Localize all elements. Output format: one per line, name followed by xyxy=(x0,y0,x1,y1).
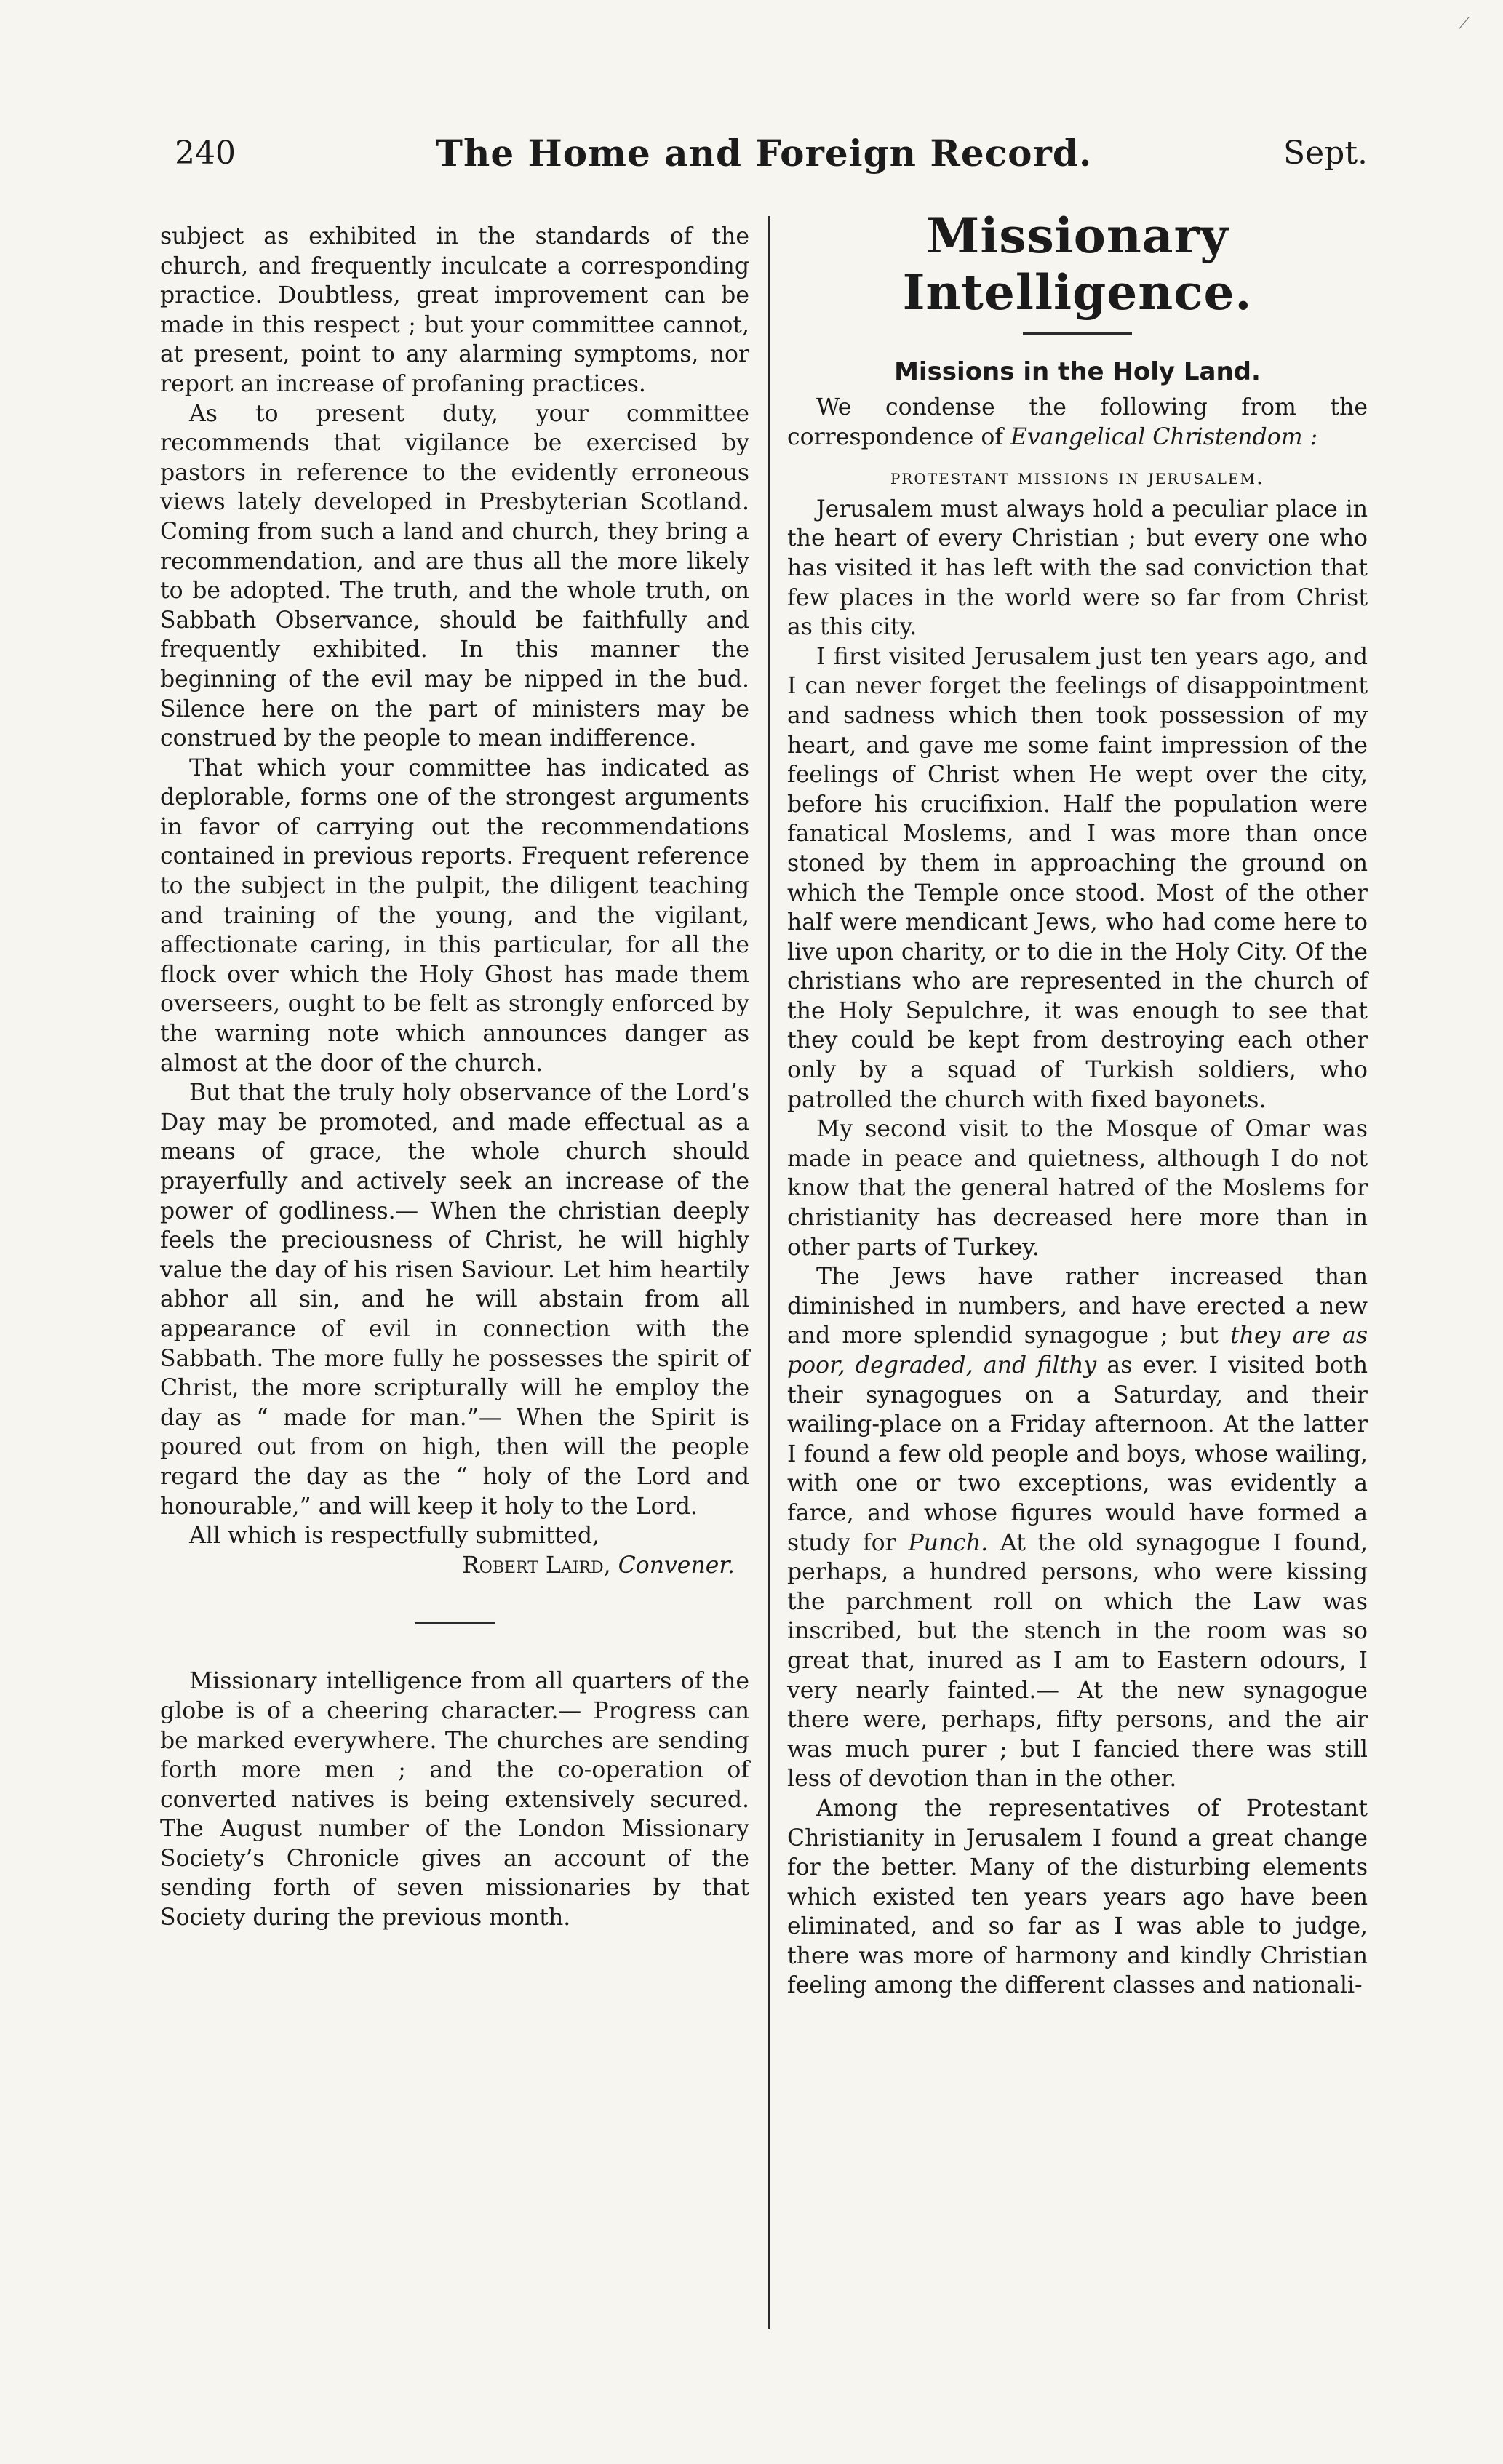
text-run: At the old synagogue I found, perhaps, a hundred persons, who were kissing the parchment roll on which the Law was inscribed, but the stench in the room was so great that, inured as I am to Eastern odours, I very nearly fainted.— At the new synagogue there were, perhaps, fifty persons, and the air was much purer ; but I fancied there was still less of devotion than in the other. xyxy=(787,1529,1368,1793)
section-heading: protestant missions in jerusalem. xyxy=(890,464,1265,490)
signature xyxy=(160,1551,749,1581)
paragraph: Among the representatives of Protestant Christianity in Jerusalem I found a great change for the better. Many of the disturbing elements which existed ten years years ago have been eliminated, and so far as I was able to judge, there was more of harmony and kindly Christian feeling among the different classes and nationali- xyxy=(787,1795,1368,1999)
paragraph: My second visit to the Mosque of Omar was made in peace and quietness, although I do not know that the general hatred of the Moslems for christianity has decreased here more than in other parts of Turkey. xyxy=(787,1116,1368,1261)
article-title: Missions in the Holy Land. xyxy=(894,357,1261,386)
right-column xyxy=(787,207,1368,2001)
paragraph: As to present duty, your committee recommends that vigilance be exercised by pastors in reference to the evidently erroneous views lately developed in Presbyterian Scotland. Coming from such a land and church, they bring a recommendation, and are thus all the more likely to be adopted. The truth, and the whole truth, on Sabbath Observance, should be faithfully and frequently exhibited. In this manner the beginning of the evil may be nipped in the bud. Silence here on the part of ministers may be construed by the people to mean indifference. xyxy=(160,400,749,752)
scan-mark: ⟋ xyxy=(1459,15,1470,33)
left-column xyxy=(160,222,749,1933)
document-page xyxy=(160,132,1368,2346)
paragraph xyxy=(787,1262,1368,1794)
running-header xyxy=(160,132,1368,200)
signature-name: Robert Laird, xyxy=(462,1552,611,1579)
text-run: as ever. I visited both their synagogues on a Saturday, and their wailing-place on a Friday afternoon. At the latter I found a few old people and boys, whose wailing, with one or two exceptions, was evidently a farce, and whose figures would have formed a study for xyxy=(787,1352,1368,1556)
italic-run: they are as poor, degraded, and filthy xyxy=(787,1323,1368,1379)
paragraph: I first visited Jerusalem just ten years ago, and I can never forget the feelings of disappointment and sadness which then took possession of my heart, and gave me some faint impression of the feelings of Christ when He wept over the city, before his crucifixion. Half the population were fanatical Moslems, and I was more than once stoned by them in approaching the ground on which the Temple once stood. Most of the other half were mendicant Jews, who had come here to live upon charity, or to die in the Holy City. Of the christians who are represented in the church of the Holy Sepulchre, it was enough to see that they could be kept from destroying each other only by a squad of Turkish soldiers, who patrolled the church with fixed bayonets. xyxy=(787,643,1368,1113)
department-heading: Missionary Intelligence. xyxy=(902,207,1253,321)
issue-month: Sept. xyxy=(1283,135,1368,172)
paragraph: Jerusalem must always hold a peculiar place in the heart of every Christian ; but every one who has visited it has left with the sad conviction that few places in the world were so far from Christ as this city. xyxy=(787,495,1368,641)
heading-rule xyxy=(1023,332,1132,335)
intro-text: We condense the following from the correspondence of xyxy=(787,394,1368,450)
paragraph: Missionary intelligence from all quarters of the globe is of a cheering character.— Progress can be marked everywhere. The churches are sending forth more men ; and the co-operation of converted natives is being extensively secured. The August number of the London Missionary Society’s Chronicle gives an account of the sending forth of seven missionaries by that Society during the previous month. xyxy=(160,1668,749,1931)
paragraph: But that the truly holy observance of the Lord’s Day may be promoted, and made effectual as a means of grace, the whole church should prayerfully and actively seek an increase of the power of godliness.— When the christian deeply feels the preciousness of Christ, he will highly value the day of his risen Saviour. Let him heartily abhor all sin, and he will abstain from all appearance of evil in connection with the Sabbath. The more fully he possesses the spirit of Christ, the more scripturally will he employ the day as “ made for man.”— When the Spirit is poured out from on high, then will the people regard the day as the “ holy of the Lord and honourable,” and will keep it holy to the Lord. xyxy=(160,1080,749,1520)
page-number: 240 xyxy=(175,135,236,172)
intro-source: Evangelical Christendom : xyxy=(1010,423,1318,450)
journal-title: The Home and Foreign Record. xyxy=(435,132,1093,175)
intro-paragraph xyxy=(787,393,1368,452)
italic-run: Punch. xyxy=(908,1529,989,1556)
section-divider xyxy=(415,1622,495,1624)
signature-role: Convener. xyxy=(618,1552,735,1579)
paragraph: All which is respectfully submitted, xyxy=(189,1523,600,1550)
text-run: The Jews have rather increased than diminished in numbers, and have erected a new and more splendid synagogue ; but xyxy=(787,1264,1368,1349)
paragraph: subject as exhibited in the standards of the church, and frequently inculcate a corresponding practice. Doubtless, great improvement can be made in this respect ; but your committee cannot, at present, point to any alarming symptoms, nor report an increase of profaning practices. xyxy=(160,223,749,397)
paragraph: That which your committee has indicated as deplorable, forms one of the strongest arguments in favor of carrying out the recommendations contained in previous reports. Frequent reference to the subject in the pulpit, the diligent teaching and training of the young, and the vigilant, affectionate caring, in this particular, for all the flock over which the Holy Ghost has made them overseers, ought to be felt as strongly enforced by the warning note which announces danger as almost at the door of the church. xyxy=(160,754,749,1077)
column-rule xyxy=(768,216,770,2329)
